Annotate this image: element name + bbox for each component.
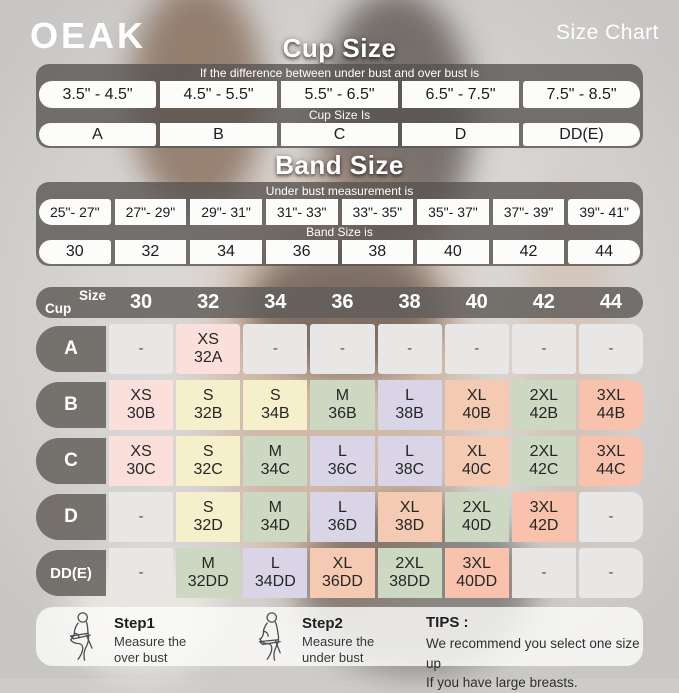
cup-range-cell: 6.5" - 7.5" (402, 81, 519, 108)
band-size-cell: 44 (568, 240, 640, 264)
step2-line1: Measure the (302, 634, 375, 649)
size-cell: 2XL 38DD (378, 548, 442, 598)
size-cell: L 36D (310, 492, 374, 542)
matrix-row-label: A (36, 326, 106, 372)
cup-range-cell: 4.5" - 5.5" (160, 81, 277, 108)
size-cell: - (243, 324, 307, 374)
band-size-cell: 34 (190, 240, 262, 264)
size-cell: S 32B (176, 380, 240, 430)
matrix-header-row (36, 287, 643, 318)
matrix-column-header: 34 (264, 291, 287, 313)
matrix-row-label: D (36, 494, 106, 540)
matrix-row (36, 548, 643, 598)
matrix-row-label: B (36, 382, 106, 428)
band-range-cell: 35"- 37" (417, 199, 489, 225)
matrix-column-header: 32 (197, 291, 220, 313)
cup-condition-label: If the difference between under bust and over bust is (199, 66, 480, 80)
cup-size-table (36, 64, 643, 148)
matrix-row (36, 492, 643, 542)
band-size-cell: 38 (342, 240, 414, 264)
size-cell: XS 30B (109, 380, 173, 430)
size-cell: L 38B (378, 380, 442, 430)
band-range-cell: 39"- 41" (568, 199, 640, 225)
matrix-column-header: 44 (599, 291, 623, 313)
size-cell: XL 36DD (310, 548, 374, 598)
size-cell: XL 40B (445, 380, 509, 430)
size-cell: - (109, 492, 173, 542)
size-cell: XS 32A (176, 324, 240, 374)
size-cell: 3XL 40DD (445, 548, 509, 598)
size-cell: 2XL 42B (512, 380, 576, 430)
measure-over-bust-icon (54, 611, 104, 663)
cup-letter-row (38, 123, 641, 146)
band-size-cell: 40 (417, 240, 489, 264)
page-title: Size Chart (555, 21, 659, 44)
matrix-column-header: 38 (398, 291, 421, 313)
step1-line1: Measure the (114, 634, 187, 649)
footer-bar (36, 607, 643, 691)
matrix-column-header: 30 (129, 291, 153, 313)
step1-line2: over bust (114, 650, 168, 666)
size-cell: 3XL 44C (579, 436, 643, 486)
measure-under-bust-icon (244, 611, 294, 663)
band-range-cell: 37"- 39" (493, 199, 565, 225)
matrix-row (36, 436, 643, 486)
corner-size-label: Size (78, 288, 106, 303)
band-range-cell: 25"- 27" (39, 199, 111, 225)
size-cell: M 36B (310, 380, 374, 430)
cup-result-label: Cup Size Is (308, 108, 371, 122)
cup-letter-cell: C (281, 123, 398, 146)
cup-letter-cell: B (160, 123, 277, 146)
size-cell: - (512, 548, 576, 598)
tips-line2: If you have large breasts. (426, 675, 578, 691)
band-range-cell: 29"- 31" (190, 199, 262, 225)
band-size-cell: 32 (115, 240, 187, 264)
matrix-column-header: 42 (532, 291, 555, 313)
matrix-row-label: DD(E) (36, 550, 106, 596)
size-cell: 2XL 40D (445, 492, 509, 542)
corner-cup-label: Cup (45, 301, 72, 316)
size-cell: - (512, 324, 576, 374)
size-cell: - (579, 492, 643, 542)
size-cell: M 34C (243, 436, 307, 486)
size-cell: - (579, 548, 643, 598)
size-cell: XL 38D (378, 492, 442, 542)
size-cell: L 38C (378, 436, 442, 486)
size-cell: - (445, 324, 509, 374)
size-cell: S 32C (176, 436, 240, 486)
band-size-cell: 30 (39, 240, 111, 264)
size-cell: XS 30C (109, 436, 173, 486)
band-condition-label: Under bust measurement is (265, 184, 414, 198)
cup-size-heading: Cup Size (282, 33, 397, 63)
matrix-column-header: 40 (465, 291, 488, 313)
step2-block (302, 615, 374, 667)
step1-block (114, 615, 186, 667)
matrix-row (36, 380, 643, 430)
band-range-row (38, 199, 641, 225)
cup-letter-cell: DD(E) (523, 123, 640, 146)
tips-title: TIPS : (426, 614, 469, 631)
band-result-label: Band Size is (306, 225, 373, 239)
tips-block (426, 614, 643, 693)
step1-title: Step1 (114, 615, 155, 632)
band-size-cell: 36 (266, 240, 338, 264)
step2-line2: under bust (302, 650, 364, 666)
band-range-cell: 31"- 33" (266, 199, 338, 225)
cup-range-cell: 7.5" - 8.5" (523, 81, 640, 108)
size-cell: - (109, 324, 173, 374)
size-cell: M 32DD (176, 548, 240, 598)
matrix-corner-cell (36, 287, 106, 318)
size-cell: 3XL 44B (579, 380, 643, 430)
band-size-cell: 42 (493, 240, 565, 264)
size-cell: - (310, 324, 374, 374)
size-cell: S 32D (176, 492, 240, 542)
size-cell: - (109, 548, 173, 598)
matrix-row (36, 324, 643, 374)
size-cell: - (378, 324, 442, 374)
cup-range-cell: 3.5" - 4.5" (39, 81, 156, 108)
band-size-table (36, 182, 643, 266)
step2-title: Step2 (302, 615, 343, 632)
size-cell: - (579, 324, 643, 374)
cup-range-cell: 5.5" - 6.5" (281, 81, 398, 108)
band-size-heading: Band Size (275, 150, 404, 180)
tips-line1: We recommend you select one size up (426, 636, 640, 671)
band-range-cell: 27"- 29" (115, 199, 187, 225)
size-cell: 2XL 42C (512, 436, 576, 486)
brand-logo: OEAK (30, 15, 147, 56)
size-cell: M 34D (243, 492, 307, 542)
matrix-body (36, 324, 643, 604)
cup-letter-cell: D (402, 123, 519, 146)
size-cell: L 36C (310, 436, 374, 486)
size-cell: XL 40C (445, 436, 509, 486)
size-cell: 3XL 42D (512, 492, 576, 542)
size-cell: S 34B (243, 380, 307, 430)
cup-range-row (38, 81, 641, 108)
matrix-column-header: 36 (331, 291, 354, 313)
band-size-row (38, 240, 641, 264)
band-range-cell: 33"- 35" (342, 199, 414, 225)
cup-letter-cell: A (39, 123, 156, 146)
size-cell: L 34DD (243, 548, 307, 598)
matrix-row-label: C (36, 438, 106, 484)
